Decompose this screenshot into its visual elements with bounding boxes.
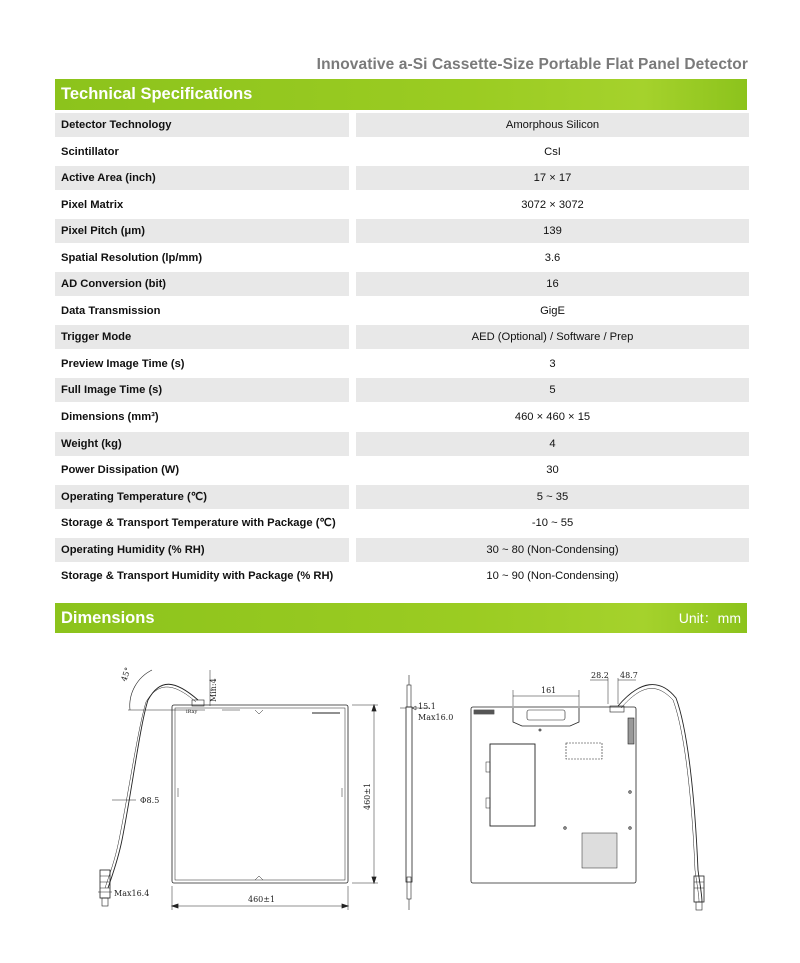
spec-label: Storage & Transport Humidity with Package (% RH): [61, 570, 334, 583]
dimension-drawing: [0, 640, 800, 963]
spec-row: [55, 113, 749, 137]
height-dimension-label: 460±1: [363, 782, 372, 810]
spec-row: [55, 299, 749, 323]
spec-value: 16: [356, 272, 749, 296]
spec-value: -10 ~ 55: [531, 517, 574, 530]
spec-row: [55, 511, 749, 535]
width-dimension-label: 460±1: [248, 895, 276, 904]
spec-row: [55, 193, 749, 217]
section-title: Dimensions: [61, 609, 155, 627]
spec-row: [55, 352, 749, 376]
spec-value: 3: [549, 357, 556, 370]
angle-label: 45°: [119, 666, 133, 683]
spec-label: Storage & Transport Temperature with Package (℃): [61, 517, 336, 530]
section-title: Technical Specifications: [61, 85, 253, 103]
spec-label: Detector Technology: [55, 113, 349, 137]
spec-value: 30: [546, 464, 559, 477]
spec-row: [55, 166, 749, 190]
dimensions-header: [55, 603, 747, 633]
handle-width-label: 161: [541, 686, 557, 695]
document-title: Innovative a-Si Cassette-Size Portable Flat Panel Detector: [316, 56, 748, 73]
spec-label: Data Transmission: [61, 304, 161, 317]
spec-label: Spatial Resolution (lp/mm): [61, 251, 203, 264]
spec-table: [55, 113, 749, 591]
unit-label: Unit：mm: [678, 610, 741, 626]
spec-label: Power Dissipation (W): [61, 464, 180, 477]
spec-value: 30 ~ 80 (Non-Condensing): [356, 538, 749, 562]
panel-side-outline: [406, 707, 412, 882]
min-bend-label: Min:4: [209, 678, 218, 702]
spec-label: Pixel Pitch (μm): [55, 219, 349, 243]
connector-max-label: Max16.4: [114, 889, 150, 898]
spec-value: 4: [356, 432, 749, 456]
offset-a-label: 28.2: [591, 671, 609, 680]
cable-front: [108, 684, 198, 888]
battery-compartment: [490, 744, 535, 826]
spec-label: Pixel Matrix: [61, 198, 124, 211]
spec-value: 17 × 17: [356, 166, 749, 190]
spec-row: [55, 378, 749, 402]
spec-label: Scintillator: [61, 145, 119, 158]
panel-front-outline: [172, 705, 348, 883]
spec-row: [55, 140, 749, 164]
offset-b-label: 48.7: [620, 671, 638, 680]
cable-diameter-label: Φ8.5: [140, 796, 160, 805]
handle: [513, 708, 579, 726]
spec-value: 139: [356, 219, 749, 243]
spec-label: AD Conversion (bit): [55, 272, 349, 296]
spec-value: 5: [356, 378, 749, 402]
spec-value: CsI: [544, 145, 561, 158]
spec-label: Operating Temperature (℃): [55, 485, 349, 509]
spec-row: [55, 405, 749, 429]
technical-specifications-header: [55, 79, 747, 110]
spec-row: [55, 219, 749, 243]
spec-row: [55, 432, 749, 456]
brand-logo: iRay: [186, 709, 198, 715]
spec-row: [55, 325, 749, 349]
spec-row: [55, 246, 749, 270]
spec-label: Preview Image Time (s): [61, 357, 185, 370]
spec-value: GigE: [540, 304, 565, 317]
spec-value: Amorphous Silicon: [356, 113, 749, 137]
spec-row: [55, 538, 749, 562]
spec-row: [55, 272, 749, 296]
spec-row: [55, 564, 749, 588]
panel-front-inner: [175, 708, 345, 880]
spec-value: 460 × 460 × 15: [514, 411, 591, 424]
spec-value: 3072 × 3072: [521, 198, 584, 211]
spec-label: Active Area (inch): [55, 166, 349, 190]
spec-label: Trigger Mode: [55, 325, 349, 349]
spec-value: 3.6: [544, 251, 561, 264]
spec-label: Full Image Time (s): [55, 378, 349, 402]
spec-row: [55, 485, 749, 509]
spec-value: 5 ~ 35: [356, 485, 749, 509]
thickness-max-label: Max16.0: [418, 713, 454, 722]
spec-value: AED (Optional) / Software / Prep: [356, 325, 749, 349]
spec-row: [55, 458, 749, 482]
thickness-label: 15.1: [418, 702, 436, 711]
spec-value: 10 ~ 90 (Non-Condensing): [486, 570, 619, 583]
spec-label: Weight (kg): [55, 432, 349, 456]
spec-label: Dimensions (mm³): [61, 411, 159, 424]
spec-label: Operating Humidity (% RH): [55, 538, 349, 562]
